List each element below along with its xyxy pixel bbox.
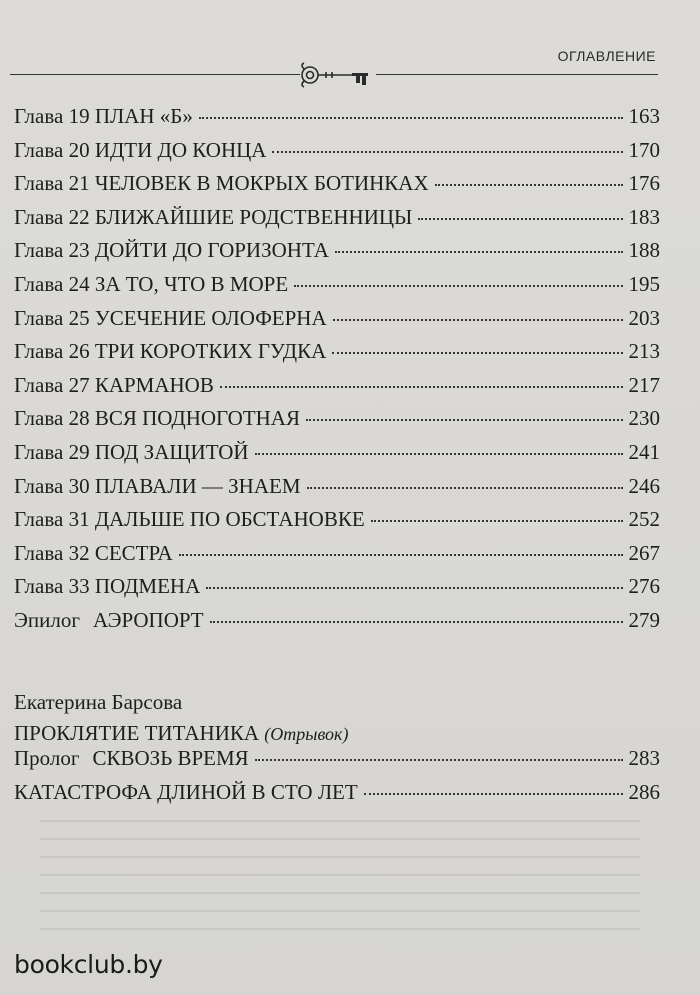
toc-page-number: 213: [628, 339, 660, 364]
dot-leader: [418, 217, 622, 220]
section-title: ОГЛАВЛЕНИЕ: [557, 48, 656, 64]
toc-row[interactable]: [14, 406, 660, 440]
toc-row[interactable]: [14, 171, 660, 205]
dot-leader: [199, 116, 623, 119]
excerpt-title: ПРОКЛЯТИЕ ТИТАНИКА: [14, 721, 260, 745]
toc-row[interactable]: [14, 608, 660, 642]
toc-entry-label: Глава 27 КАРМАНОВ: [14, 372, 214, 397]
toc-page-number: 267: [628, 540, 660, 565]
toc-page-number: 279: [628, 607, 660, 632]
toc-row[interactable]: [14, 440, 660, 474]
toc-entry-label: КАТАСТРОФА ДЛИНОЙ В СТО ЛЕТ: [14, 779, 358, 804]
dot-leader: [272, 150, 622, 153]
toc-entry-label: Глава 19 ПЛАН «Б»: [14, 104, 193, 128]
toc-page-number: 163: [628, 104, 660, 128]
toc-row[interactable]: [14, 780, 660, 814]
dot-leader: [220, 385, 623, 388]
toc-row[interactable]: [14, 138, 660, 172]
toc-entry-label: Глава 26 ТРИ КОРОТКИХ ГУДКА: [14, 339, 327, 364]
toc-row[interactable]: [14, 373, 660, 407]
toc-row[interactable]: [14, 574, 660, 608]
toc-page-number: 217: [628, 372, 660, 397]
toc-row[interactable]: [14, 474, 660, 508]
toc-page-number: 176: [628, 171, 660, 196]
toc-entry-label: Глава 20 ИДТИ ДО КОНЦА: [14, 137, 267, 162]
dot-leader: [435, 183, 623, 186]
toc-row[interactable]: [14, 238, 660, 272]
toc-page-number: 283: [628, 746, 660, 770]
toc-row[interactable]: [14, 541, 660, 575]
toc-entry-label: Глава 25 УСЕЧЕНИЕ ОЛОФЕРНА: [14, 305, 327, 330]
toc-entry-label: Глава 24 ЗА ТО, ЧТО В МОРЕ: [14, 271, 289, 296]
toc-entry-label: Глава 28 ВСЯ ПОДНОГОТНАЯ: [14, 406, 300, 431]
toc-page-number: 183: [628, 204, 660, 229]
excerpt-heading: [14, 687, 660, 749]
header-rule-right: [376, 74, 658, 75]
toc-entry-label: [14, 746, 249, 771]
toc-entry-title: АЭРОПОРТ: [92, 607, 204, 632]
dot-leader: [206, 586, 622, 589]
toc-entry-label: Глава 22 БЛИЖАЙШИЕ РОДСТВЕННИЦЫ: [14, 204, 413, 229]
toc-row[interactable]: [14, 104, 660, 138]
dot-leader: [371, 519, 623, 522]
dot-leader: [179, 553, 623, 556]
toc-entry-label: [14, 608, 204, 633]
toc-page-number: 230: [628, 406, 660, 431]
toc-entry-label: Глава 23 ДОЙТИ ДО ГОРИЗОНТА: [14, 238, 329, 263]
toc-page-number: 276: [628, 574, 660, 599]
toc-entry-label: Глава 30 ПЛАВАЛИ — ЗНАЕМ: [14, 473, 301, 498]
toc-entry-prefix: Пролог: [14, 746, 80, 770]
excerpt-toc-list: [14, 746, 660, 813]
toc-entry-prefix: Эпилог: [14, 607, 80, 632]
key-ornament-icon: [298, 60, 378, 90]
toc-row[interactable]: [14, 205, 660, 239]
toc-page-number: 170: [628, 137, 660, 162]
toc-page-number: 246: [628, 473, 660, 498]
toc-page-number: 188: [628, 238, 660, 263]
bleed-through-texture: [40, 820, 640, 930]
toc-entry-label: Глава 21 ЧЕЛОВЕК В МОКРЫХ БОТИНКАХ: [14, 171, 429, 196]
dot-leader: [255, 758, 623, 761]
dot-leader: [306, 418, 623, 421]
dot-leader: [335, 250, 623, 253]
dot-leader: [333, 318, 623, 321]
toc-entry-label: Глава 32 СЕСТРА: [14, 540, 173, 565]
toc-entry-label: Глава 33 ПОДМЕНА: [14, 574, 201, 599]
toc-row[interactable]: [14, 339, 660, 373]
toc-row[interactable]: [14, 507, 660, 541]
toc-row[interactable]: [14, 306, 660, 340]
toc-page-number: 203: [628, 305, 660, 330]
toc-row[interactable]: [14, 272, 660, 306]
toc-page-number: 241: [628, 439, 660, 464]
dot-leader: [255, 452, 623, 455]
excerpt-subtitle: (Отрывок): [264, 724, 349, 744]
dot-leader: [307, 486, 623, 489]
toc-page-number: 195: [628, 271, 660, 296]
dot-leader: [364, 792, 623, 795]
toc-page-number: 286: [628, 779, 660, 804]
toc-entry-label: Глава 29 ПОД ЗАЩИТОЙ: [14, 439, 249, 464]
dot-leader: [332, 351, 622, 354]
toc-page-number: 252: [628, 507, 660, 532]
header-rule-left: [10, 74, 300, 75]
toc-entry-title: СКВОЗЬ ВРЕМЯ: [92, 746, 249, 770]
toc-row[interactable]: [14, 746, 660, 780]
toc-entry-label: Глава 31 ДАЛЬШЕ ПО ОБСТАНОВКЕ: [14, 507, 365, 532]
toc-list: [14, 104, 660, 642]
dot-leader: [294, 284, 622, 287]
dot-leader: [210, 620, 623, 623]
watermark: bookclub.by: [14, 950, 163, 979]
excerpt-title-line: [14, 718, 660, 749]
excerpt-author: Екатерина Барсова: [14, 690, 183, 714]
